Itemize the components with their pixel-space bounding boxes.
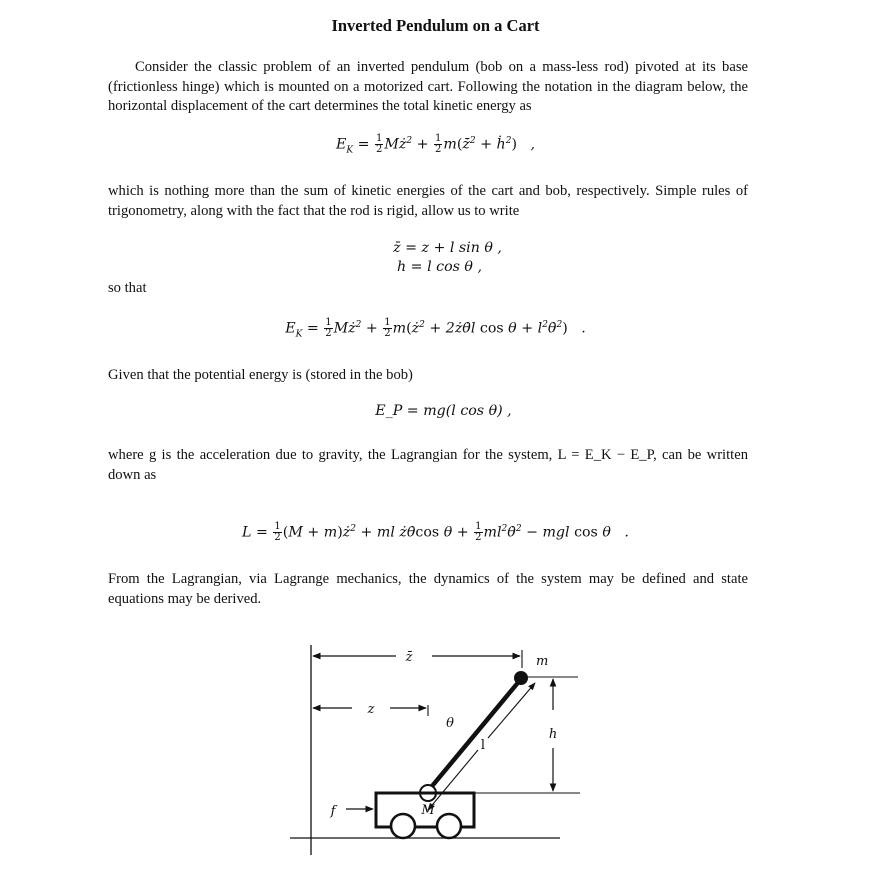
- zbar-label: z̄: [405, 650, 413, 665]
- cart-wheel-right: [437, 814, 461, 838]
- equation-zbar: z̄ = z + l sin θ ,: [393, 240, 502, 256]
- force-label: f: [330, 804, 336, 819]
- l-label: l: [480, 738, 486, 753]
- paragraph-intro: Consider the classic problem of an inverted pendulum (bob on a mass-less rod) pivoted at its base (frictionless hinge) which is mounted on a motorized cart. Following the notation in the diagram below, the horizontal displacement of the cart determines the total kinetic energy as: [108, 59, 748, 114]
- cart-wheel-left: [391, 814, 415, 838]
- paragraph-potential-energy: Given that the potential energy is (stored in the bob): [108, 367, 413, 383]
- equation-kinetic-energy-1: $E_K$ = $\frac{1}{2}$ $Mż^2$ + $\frac{1}{2}$ m(z̄̇$^2$ + ḣ$^2$) ,: [335, 133, 536, 156]
- pendulum-rod: [428, 679, 521, 791]
- h-label: h: [548, 727, 558, 742]
- cart-mass-label: M: [421, 803, 435, 818]
- paragraph-sum-of-energies: which is nothing more than the sum of kinetic energies of the cart and bob, respectively. Simple rules of trigonometry, along with the fact that the rod is rigid, allow us to write: [108, 183, 748, 219]
- z-label: z: [367, 702, 375, 717]
- bob-mass-label: m: [536, 654, 549, 669]
- theta-label: θ: [446, 716, 454, 731]
- equation-potential-energy: E_P = mg(l cos θ) ,: [375, 403, 512, 419]
- pendulum-bob: [514, 671, 528, 685]
- paragraph-lagrangian-intro: where g is the acceleration due to gravity, the Lagrangian for the system, L = E_K − E_P, can be written down as: [108, 447, 748, 483]
- paragraph-conclusion: From the Lagrangian, via Lagrange mechanics, the dynamics of the system may be defined and state equations may be derived.: [108, 571, 748, 607]
- equation-h: h = l cos θ ,: [397, 259, 482, 275]
- paragraph-so-that: so that: [108, 280, 147, 296]
- equation-kinetic-energy-2: $E_K$ = $\frac{1}{2}$ $Mż^2$ + $\frac{1}{2}$ $m(ż^2$ + 2żθ̇l $\cos \theta + l^2\thetȧ^2$) .: [285, 317, 586, 340]
- equation-lagrangian: L = $\frac{1}{2}$ $(M + m)ż^2$ + ml żθ̇cos θ + $\frac{1}{2}$ $ml^2\thetȧ^2$ − mgl cos θ .: [242, 521, 629, 543]
- document-title: Inverted Pendulum on a Cart: [331, 16, 540, 35]
